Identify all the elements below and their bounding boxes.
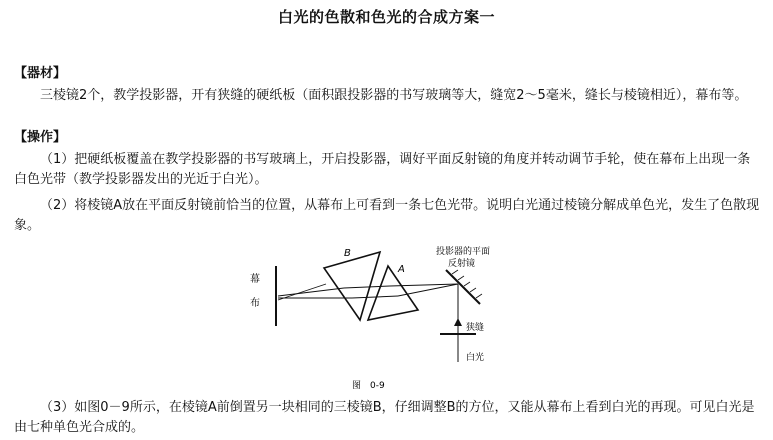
equipment-text: 三棱镜2个，教学投影器，开有狭缝的硬纸板（面积跟投影器的书写玻璃等大，缝宽2～5毫米，缝长与棱镜相近），幕布等。 <box>40 88 748 103</box>
mirror-label-2: 反射镜 <box>448 259 476 269</box>
beam-arrow <box>454 318 462 326</box>
prism-diagram <box>240 244 540 392</box>
operation-heading: 【操作】 <box>14 130 67 145</box>
ray-3 <box>344 286 390 288</box>
white-light-label: 白光 <box>466 353 485 363</box>
mirror-label-1: 投影器的平面 <box>436 247 491 257</box>
slit-label: 狭缝 <box>466 323 485 333</box>
screen-label-1: 幕 <box>250 274 260 285</box>
step-2-text: （2）将棱镜A放在平面反射镜前恰当的位置，从幕布上可看到一条七色光带。说明白光通过棱镜分解成单色光，发生了色散现象。 <box>14 198 760 233</box>
step-3-text: （3）如图0－9所示，在棱镜A前倒置另一块相同的三棱镜B，仔细调整B的方位，又能从幕布上看到白光的再现。可见白光是由七种单色光合成的。 <box>14 400 755 435</box>
screen-label-2: 布 <box>250 298 260 309</box>
figure-caption: 图 0-9 <box>352 381 385 391</box>
prism-b-label: B <box>344 248 351 259</box>
ray-4 <box>352 296 398 298</box>
mirror <box>446 270 480 304</box>
prism-a-label: A <box>398 264 405 275</box>
equipment-heading: 【器材】 <box>14 66 67 81</box>
step-1-text: （1）把硬纸板覆盖在教学投影器的书写玻璃上，开启投影器，调好平面反射镜的角度并转动调节手轮，使在幕布上出现一条白色光带（教学投影器发出的光近于白光）。 <box>14 152 751 187</box>
page-title: 白光的色散和色光的合成方案一 <box>277 8 495 26</box>
